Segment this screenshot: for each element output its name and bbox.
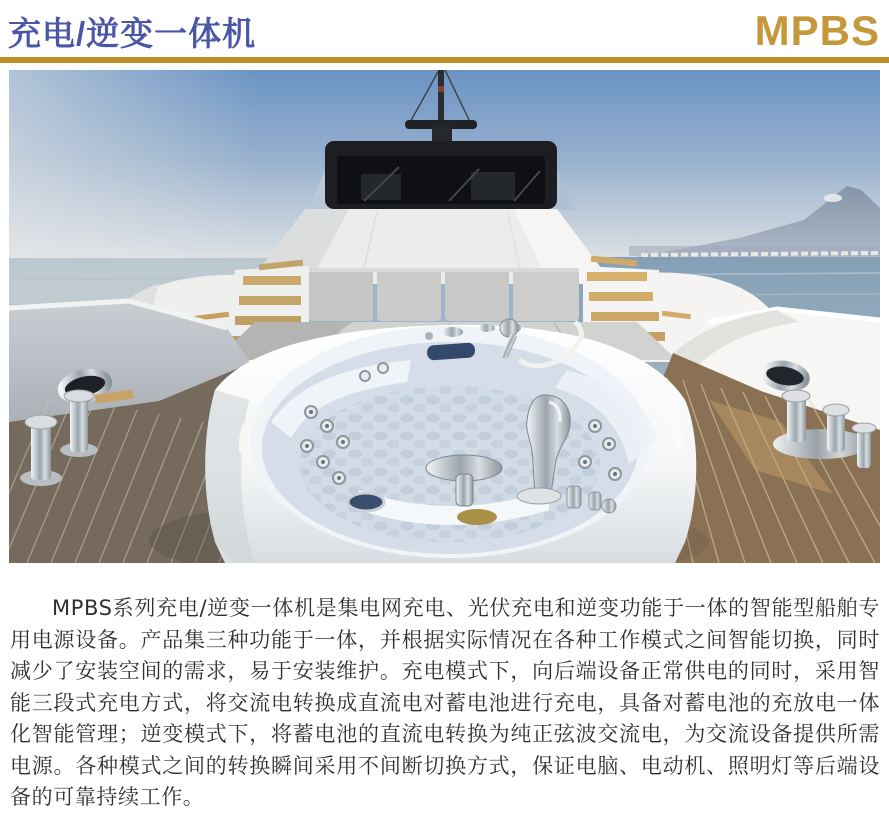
brand-logo-mpbs: MPBS <box>754 7 880 54</box>
page-title: 充电/逆变一体机 <box>8 15 257 52</box>
yacht-photo-illustration <box>9 70 880 563</box>
product-description: MPBS系列充电/逆变一体机是集电网充电、光伏充电和逆变功能于一体的智能型船舶专用电源设备。产品集三种功能于一体，并根据实际情况在各种工作模式之间智能切换，同时减少了安装空间的需求，易于安装维护。充电模式下，向后端设备正常供电的同时，采用智能三段式充电方式，将交流电转换成直流电对蓄电池进行充电，具备对蓄电池的充放电一体化智能管理；逆变模式下，将蓄电池的直流电转换为纯正弦波交流电，为交流设备提供所需电源。各种模式之间的转换瞬间采用不间断切换方式，保证电脑、电动机、照明灯等后端设备的可靠持续工作。 <box>10 596 880 809</box>
gold-divider <box>0 57 889 63</box>
yacht-photo <box>9 70 880 563</box>
jacuzzi <box>205 319 696 563</box>
wheelhouse <box>307 141 575 210</box>
